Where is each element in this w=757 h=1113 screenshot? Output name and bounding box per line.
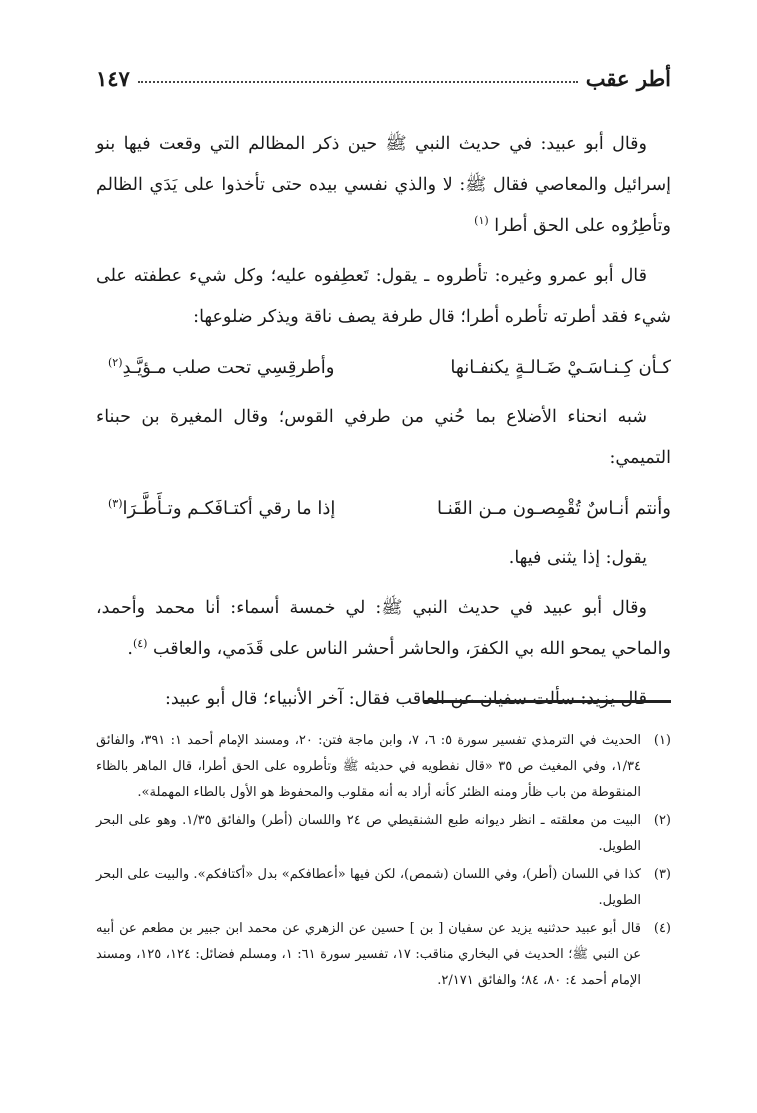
footnote-text: الحديث في الترمذي تفسير سورة ٥: ٦، ٧، وابن ماجة فتن: ٢٠، ومسند الإمام أحمد ١: ٣٩١، والفائق ١/٣٤، وفي المغيث ص ٣٥ «قال نفطويه في حديثه ﷺ وتأطروه على الحق أطرا، قال الماهر بالظاء المنقوطة من باب ظأر ومنه الظئر كأنه أراد به أنه مقلوب والمحفوظ هو الأول بالطاء المهملة». bbox=[96, 733, 641, 800]
footnote-number: (٤) bbox=[653, 921, 671, 936]
footnote-ref-3: (٣) bbox=[108, 497, 123, 510]
paragraph-4-text: يقول: إذا يثنى فيها. bbox=[508, 548, 647, 568]
main-text bbox=[96, 124, 671, 729]
paragraph-6-text: قال يزيد: سألت سفيان عن العاقب فقال: آخر الأنبياء؛ قال أبو عبيد: bbox=[164, 689, 647, 709]
footnote-number: (١) bbox=[653, 733, 671, 748]
footnote-separator bbox=[423, 700, 671, 703]
footnote-number: (٢) bbox=[653, 813, 671, 828]
page-number: ١٤٧ bbox=[96, 65, 130, 91]
running-header bbox=[96, 62, 671, 94]
footnote-text: قال أبو عبيد حدثنيه يزيد عن سفيان [ بن ] حسين عن الزهري عن محمد ابن جبير بن مطعم عن أبيه عن النبي ﷺ؛ الحديث في البخاري مناقب: ١٧، تفسير سورة ٦١: ١، ومسلم فضائل: ١٢٤، ١٢٥، ومسند الإمام أحمد ٤: ٨٠، ٨٤؛ والفائق ٢/١٧١. bbox=[96, 921, 641, 988]
footnote-text: البيت من معلقته ـ انظر ديوانه طبع الشنقيطي ص ٢٤ واللسان (أطر) والفائق ١/٣٥. وهو على البحر الطويل. bbox=[96, 813, 641, 854]
footnote-text: كذا في اللسان (أطر)، وفي اللسان (شمص)، لكن فيها «أعطافكم» بدل «أكتافكم». والبيت على البحر الطويل. bbox=[96, 867, 641, 908]
paragraph-2-text: قال أبو عمرو وغيره: تأطروه ـ يقول: تَعطِفوه عليه؛ وكل شيء عطفته على شيء فقد أطرته تأطره أطرا؛ قال طرفة يصف ناقة ويذكر ضلوعها: bbox=[96, 266, 671, 327]
header-dotted-leader bbox=[138, 81, 578, 83]
paragraph-5 bbox=[96, 588, 671, 670]
footnote-4 bbox=[96, 916, 671, 994]
footnote-ref-4: (٤) bbox=[132, 637, 148, 651]
header-title: أطر عقب bbox=[585, 65, 671, 91]
verse-2-second-hemistich: إذا ما رقي أكتـافَكـم وتـأَطَّـرَا$^{(٣)}$ bbox=[108, 497, 336, 519]
paragraph-3 bbox=[96, 397, 671, 479]
footnote-1 bbox=[96, 728, 671, 806]
verse-1 bbox=[96, 347, 671, 388]
verse-1-second-hemistich: وأطرقِسِي تحت صلب مـؤيَّـدِ$^{(٢)}$ bbox=[108, 356, 335, 378]
paragraph-3-text: شبه انحناء الأضلاع بما حُني من طرفي القوس؛ وقال المغيرة بن حبناء التميمي: bbox=[96, 407, 671, 468]
footnote-number: (٣) bbox=[653, 867, 671, 882]
verse-1-first-hemistich: كـأن كِـنـاسَـيْ ضَـالـةٍ يكنفـانها bbox=[450, 357, 671, 378]
verse-2 bbox=[96, 488, 671, 529]
paragraph-5-text: وقال أبو عبيد في حديث النبي ﷺ: لي خمسة أسماء: أنا محمد وأحمد، والماحي يمحو الله بي الكفرَ، والحاشر أحشر الناس على قَدَمي، والعاقب bbox=[96, 598, 671, 659]
paragraph-1-text: وقال أبو عبيد: في حديث النبي ﷺ حين ذكر المظالم التي وقعت فيها بنو إسرائيل والمعاصي فقال ﷺ: لا والذي نفسي بيده حتى تأخذوا على يَدَي الظالم وتأطِرُوه على الحق أطرا bbox=[96, 134, 671, 236]
footnote-2 bbox=[96, 808, 671, 860]
paragraph-4 bbox=[96, 538, 671, 579]
paragraph-5-end: . bbox=[127, 639, 133, 659]
footnotes bbox=[96, 728, 671, 996]
paragraph-2 bbox=[96, 256, 671, 338]
footnote-ref-1: (١) bbox=[474, 214, 489, 228]
paragraph-1 bbox=[96, 124, 671, 247]
verse-2-first-hemistich: وأنتم أنـاسٌ تُقْمِصـون مـن القَنـا bbox=[436, 498, 671, 519]
footnote-3 bbox=[96, 862, 671, 914]
footnote-ref-2: (٢) bbox=[108, 356, 123, 369]
